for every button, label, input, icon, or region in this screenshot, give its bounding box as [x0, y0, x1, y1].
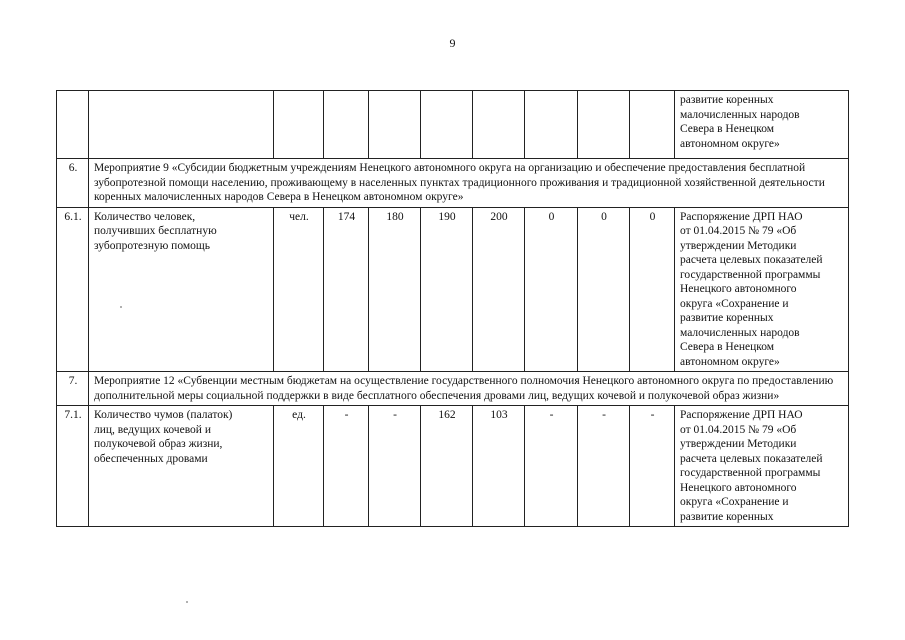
value-cell: - — [324, 406, 369, 527]
value-cell: 174 — [324, 207, 369, 372]
value-cell: 190 — [421, 207, 473, 372]
cell-empty — [525, 91, 578, 159]
indicator-unit: ед. — [274, 406, 324, 527]
section-title: Мероприятие 12 «Субвенции местным бюджетам на осуществление государственного полномочия Ненецкого автономного округа по предоставлению дополнительной меры социальной поддержки в виде бесплатного обеспечения дровами лиц, ведущих кочевой и полукочевой образ жизни» — [89, 372, 849, 406]
value-cell: - — [578, 406, 630, 527]
indicator-unit: чел. — [274, 207, 324, 372]
cell-empty — [421, 91, 473, 159]
cell-empty — [630, 91, 675, 159]
value-cell: - — [630, 406, 675, 527]
indicator-number: 7.1. — [57, 406, 89, 527]
source-text: Распоряжение ДРП НАО от 01.04.2015 № 79 «Об утверждении Методики расчета целевых показателей государственной программы Ненецкого автономного округа «Сохранение и развитие коренных малочисленных народов Севера в Ненецком автономном округе» — [680, 210, 823, 368]
cell-empty — [473, 91, 525, 159]
cell-empty — [274, 91, 324, 159]
value-cell: 103 — [473, 406, 525, 527]
scan-speck — [186, 601, 188, 603]
section-row — [57, 372, 849, 406]
continuation-row — [57, 91, 849, 159]
indicator-number: 6.1. — [57, 207, 89, 372]
indicator-row — [57, 406, 849, 527]
source-text: развитие коренных малочисленных народов Севера в Ненецком автономном округе» — [680, 94, 800, 150]
source-cell — [675, 207, 849, 372]
indicator-name — [89, 406, 274, 527]
indicator-name — [89, 207, 274, 372]
value-cell: 0 — [525, 207, 578, 372]
indicator-name-text: Количество человек, получивших бесплатную зубопротезную помощь — [94, 210, 217, 252]
value-cell: 0 — [630, 207, 675, 372]
cell-empty — [324, 91, 369, 159]
cell-empty — [89, 91, 274, 159]
scan-speck — [120, 306, 122, 308]
cell-empty — [369, 91, 421, 159]
page-number: 9 — [449, 36, 456, 50]
section-number: 7. — [57, 372, 89, 406]
indicators-table — [56, 90, 849, 527]
indicator-name-text: Количество чумов (палаток) лиц, ведущих кочевой и полукочевой образ жизни, обеспеченных дровами — [94, 409, 233, 465]
indicator-row — [57, 207, 849, 372]
value-cell: 200 — [473, 207, 525, 372]
value-cell: 0 — [578, 207, 630, 372]
source-cell — [675, 406, 849, 527]
value-cell: 180 — [369, 207, 421, 372]
section-number: 6. — [57, 159, 89, 208]
cell-empty — [57, 91, 89, 159]
cell-empty — [578, 91, 630, 159]
source-cell — [675, 91, 849, 159]
value-cell: 162 — [421, 406, 473, 527]
value-cell: - — [525, 406, 578, 527]
source-text: Распоряжение ДРП НАО от 01.04.2015 № 79 «Об утверждении Методики расчета целевых показателей государственной программы Ненецкого автономного округа «Сохранение и развитие коренных — [680, 409, 823, 523]
section-row — [57, 159, 849, 208]
value-cell: - — [369, 406, 421, 527]
section-title: Мероприятие 9 «Субсидии бюджетным учреждениям Ненецкого автономного округа на организацию и обеспечение предоставления бесплатной зубопротезной помощи населению, проживающему в населенных пунктах традиционного проживания и традиционной хозяйственной деятельности коренных малочисленных народов Севера в Ненецком автономном округе» — [89, 159, 849, 208]
